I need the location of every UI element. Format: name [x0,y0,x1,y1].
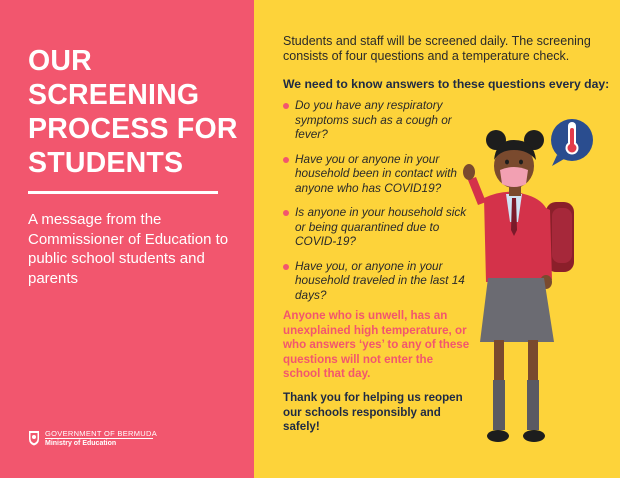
question-text: Have you or anyone in your household been in contact with anyone who has COVID19? [295,151,457,195]
questions-heading: We need to know answers to these questions every day: [283,77,610,91]
list-item [283,205,471,249]
question-text: Have you, or anyone in your household traveled in the last 14 days? [295,258,465,302]
bullet-icon [283,157,289,163]
logo-divider [45,438,153,439]
subtitle: A message from the Commissioner of Education to public school students and parents [28,211,229,287]
government-text: GOVERNMENT OF BERMUDA [45,429,158,438]
bullet-icon [283,210,289,216]
page-title [28,44,243,180]
left-panel [0,0,254,478]
bullet-icon [283,264,289,270]
title-line: STUDENTS [28,147,184,179]
thermometer-icon [551,119,593,166]
list-item [283,98,471,142]
government-logo [28,428,198,452]
bullet-icon [283,103,289,109]
ministry-text: Ministry of Education [45,440,117,447]
list-item [283,259,471,303]
questions-list [283,98,471,312]
title-divider [28,191,218,194]
title-line: OUR [28,45,92,77]
intro-text: Students and staff will be screened daily. The screening consists of four questions and a temperature check. [283,34,591,63]
question-text: Do you have any respiratory symptoms such as a cough or fever? [295,98,452,141]
list-item [283,152,471,196]
question-text: Is anyone in your household sick or being quarantined due to COVID-19? [295,205,467,248]
warning-text: Anyone who is unwell, has an unexplained high temperature, or who answers ‘yes’ to any of these questions will not enter the school that day. [283,309,470,380]
student-illustration [454,110,620,478]
title-line: SCREENING [28,79,200,111]
bermuda-crest-icon [28,430,40,446]
title-line: PROCESS FOR [28,113,238,145]
right-panel [254,0,620,478]
thanks-text: Thank you for helping us reopen our schools responsibly and safely! [283,391,463,433]
